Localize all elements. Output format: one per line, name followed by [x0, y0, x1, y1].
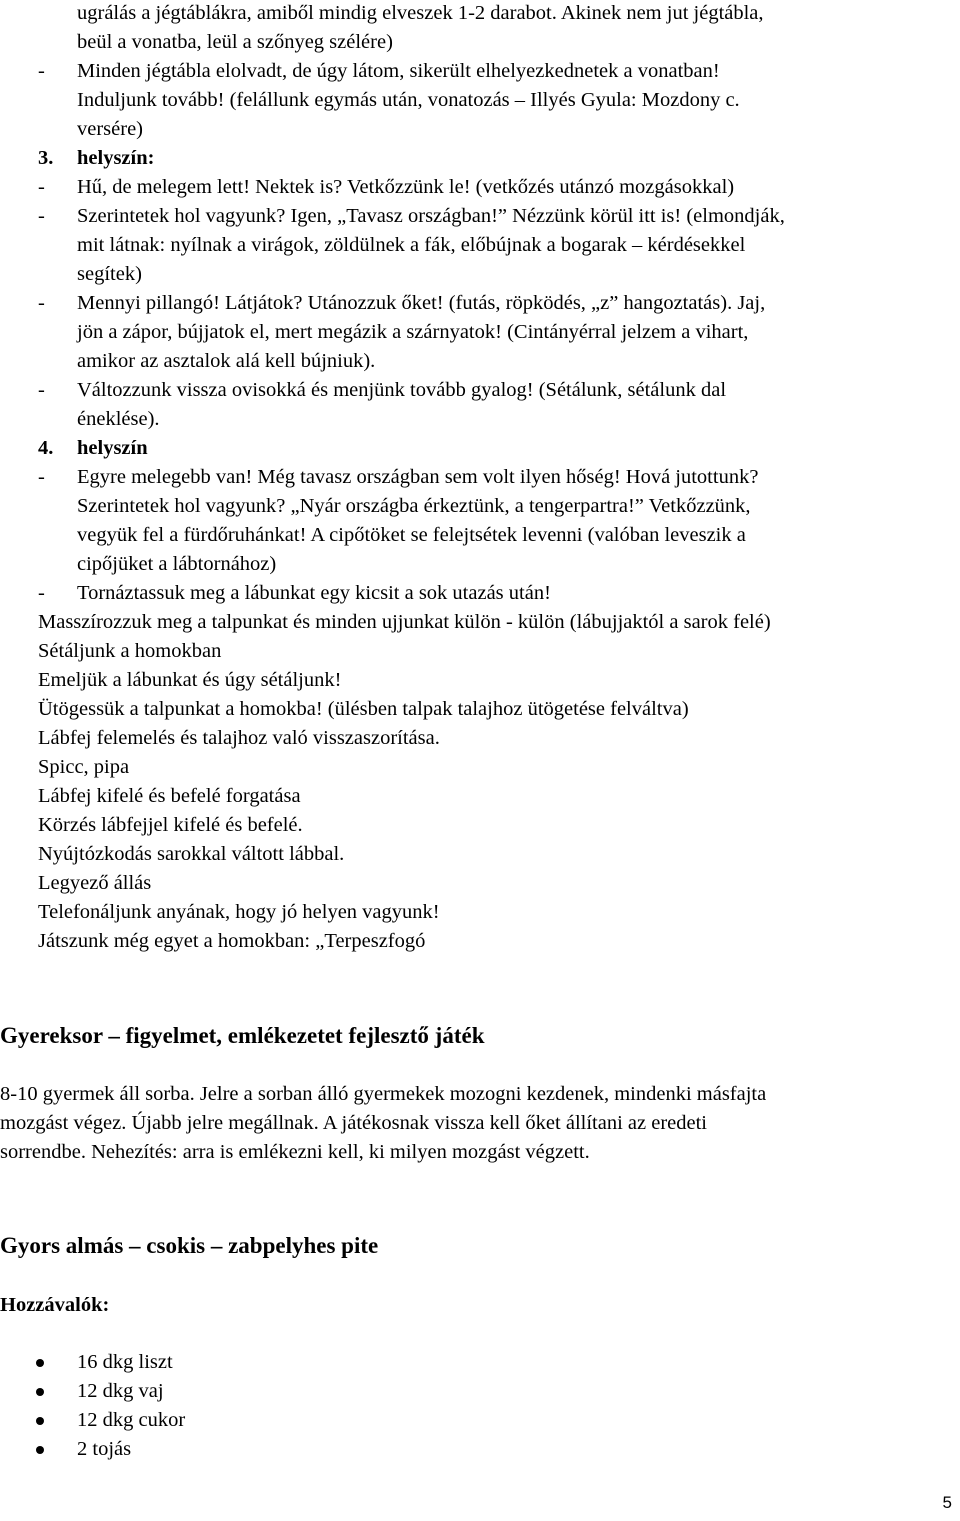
- bullet-icon: [36, 1417, 44, 1425]
- list-dash: -: [38, 60, 45, 82]
- text-line: amikor az asztalok alá kell bújniuk).: [77, 350, 376, 372]
- text-line: Tornáztassuk meg a lábunkat egy kicsit a sok utazás után!: [77, 582, 551, 604]
- exercise-line: Telefonáljunk anyának, hogy jó helyen vagyunk!: [38, 901, 440, 923]
- text-line: segítek): [77, 263, 142, 285]
- exercise-line: Spicc, pipa: [38, 756, 130, 778]
- stop-heading: helyszín: [77, 437, 148, 459]
- text-line: Induljunk tovább! (felállunk egymás után, vonatozás – Illyés Gyula: Mozdony c.: [77, 89, 740, 111]
- page-number: 5: [942, 1493, 952, 1512]
- text-line: Minden jégtábla elolvadt, de úgy látom, sikerült elhelyezkednetek a vonatban!: [77, 60, 720, 82]
- text-line: Hű, de melegem lett! Nektek is? Vetkőzzünk le! (vetkőzés utánzó mozgásokkal): [77, 176, 735, 198]
- text-line: jön a zápor, bújjatok el, mert megázik a szárnyatok! (Cintányérral jelzem a vihart,: [77, 321, 749, 343]
- text-line: cipőjüket a lábtornához): [77, 553, 277, 575]
- text-line: versére): [77, 118, 144, 140]
- recipe-title: Gyors almás – csokis – zabpelyhes pite: [0, 1233, 379, 1258]
- text-line: éneklése).: [77, 408, 160, 430]
- stop-heading: helyszín:: [77, 147, 155, 169]
- exercise-line: Körzés lábfejjel kifelé és befelé.: [38, 814, 303, 836]
- text-line: Szerintetek hol vagyunk? „Nyár országba érkeztünk, a tengerpartra!” Vetkőzzünk,: [77, 495, 751, 517]
- ingredients-label: Hozzávalók:: [0, 1294, 110, 1316]
- list-dash: -: [38, 582, 45, 604]
- ingredient-item: 2 tojás: [77, 1438, 132, 1460]
- list-dash: -: [38, 466, 45, 488]
- ingredient-item: 16 dkg liszt: [77, 1351, 173, 1373]
- stop-number: 3.: [38, 147, 54, 169]
- exercise-line: Ütögessük a talpunkat a homokba! (ülésben talpak talajhoz ütögetése felváltva): [38, 698, 689, 720]
- text-line: Mennyi pillangó! Látjátok? Utánozzuk őket! (futás, röpködés, „z” hangoztatás). Jaj,: [77, 292, 766, 314]
- list-dash: -: [38, 176, 45, 198]
- exercise-line: Játszunk még egyet a homokban: „Terpeszfogó: [38, 930, 426, 952]
- game-text-line: sorrendbe. Nehezítés: arra is emlékezni kell, ki milyen mozgást végzett.: [0, 1141, 590, 1163]
- exercise-line: Sétáljunk a homokban: [38, 640, 222, 662]
- list-dash: -: [38, 379, 45, 401]
- ingredient-item: 12 dkg cukor: [77, 1409, 186, 1431]
- exercise-line: Legyező állás: [38, 872, 152, 894]
- list-dash: -: [38, 205, 45, 227]
- exercise-line: Masszírozzuk meg a talpunkat és minden ujjunkat külön - külön (lábujjaktól a sarok felé): [38, 611, 771, 633]
- text-line: Szerintetek hol vagyunk? Igen, „Tavasz országban!” Nézzünk körül itt is! (elmondják,: [77, 205, 785, 227]
- bullet-icon: [36, 1446, 44, 1454]
- text-line: ugrálás a jégtáblákra, amiből mindig elveszek 1-2 darabot. Akinek nem jut jégtábla,: [77, 2, 764, 24]
- exercise-line: Lábfej kifelé és befelé forgatása: [38, 785, 301, 807]
- exercise-line: Emeljük a lábunkat és úgy sétáljunk!: [38, 669, 342, 691]
- text-line: Egyre melegebb van! Még tavasz országban sem volt ilyen hőség! Hová jutottunk?: [77, 466, 759, 488]
- game-title: Gyereksor – figyelmet, emlékezetet fejlesztő játék: [0, 1023, 485, 1048]
- game-text-line: 8-10 gyermek áll sorba. Jelre a sorban álló gyermekek mozogni kezdenek, mindenki másfajta: [0, 1083, 767, 1105]
- text-line: beül a vonatba, leül a szőnyeg szélére): [77, 31, 393, 53]
- text-line: Változzunk vissza ovisokká és menjünk tovább gyalog! (Sétálunk, sétálunk dal: [77, 379, 727, 401]
- list-dash: -: [38, 292, 45, 314]
- bullet-icon: [36, 1388, 44, 1396]
- exercise-line: Lábfej felemelés és talajhoz való visszaszorítása.: [38, 727, 440, 749]
- stop-number: 4.: [38, 437, 54, 459]
- ingredient-item: 12 dkg vaj: [77, 1380, 164, 1402]
- bullet-icon: [36, 1359, 44, 1367]
- text-line: mit látnak: nyílnak a virágok, zöldülnek a fák, előbújnak a bogarak – kérdésekkel: [77, 234, 746, 256]
- exercise-line: Nyújtózkodás sarokkal váltott lábbal.: [38, 843, 345, 865]
- text-line: vegyük fel a fürdőruhánkat! A cipőtöket se felejtsétek levenni (valóban leveszik a: [77, 524, 746, 546]
- game-text-line: mozgást végez. Újabb jelre megállnak. A játékosnak vissza kell őket állítani az eredeti: [0, 1112, 707, 1134]
